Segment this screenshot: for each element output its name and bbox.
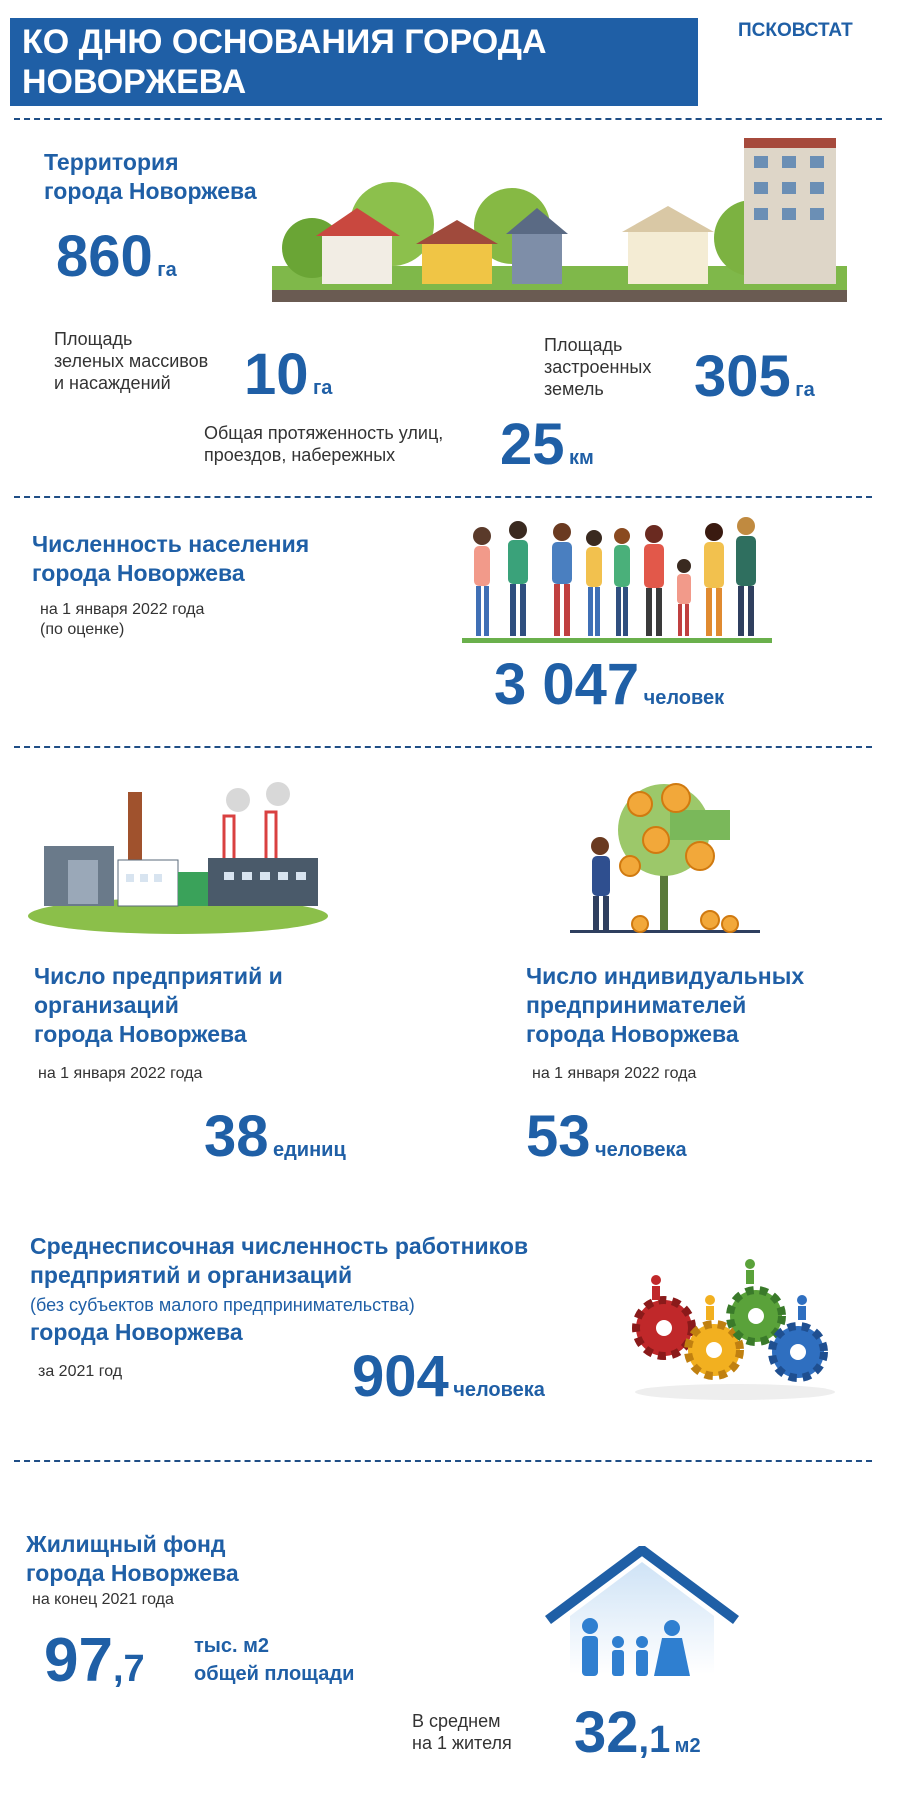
streets-unit: км <box>568 447 594 469</box>
enterprises-heading: Число предприятий и организаций города Новоржева <box>34 963 283 1047</box>
green-area-label: Площадь зеленых массивов и насаждений <box>54 329 209 393</box>
page-title-line1: КО ДНЮ ОСНОВАНИЯ ГОРОДА <box>22 23 547 61</box>
streets-label: Общая протяженность улиц, проездов, набережных <box>204 423 444 465</box>
people-illustration <box>462 514 782 644</box>
brand-logo: ПСКОВСТАТ <box>738 20 853 41</box>
avg-label: В среднем на 1 жителя <box>412 1711 512 1753</box>
housing-unit: тыс. м2 общей площади <box>194 1635 355 1685</box>
built-area-value: 305 <box>694 344 791 409</box>
housing-total <box>44 1626 145 1695</box>
factory-illustration <box>28 776 338 936</box>
divider <box>14 496 872 498</box>
built-area-unit: га <box>795 379 815 401</box>
workers-count <box>352 1344 545 1409</box>
money-tree-illustration <box>560 770 770 940</box>
divider <box>14 746 872 748</box>
workers-value: 904 <box>352 1344 449 1409</box>
entrepreneurs-count <box>526 1104 687 1169</box>
housing-value-int: 97 <box>44 1626 113 1695</box>
entrepreneurs-value: 53 <box>526 1104 591 1169</box>
housing-avg <box>574 1700 701 1765</box>
housing-heading: Жилищный фонд города Новоржева <box>26 1531 239 1586</box>
workers-date: за 2021 год <box>38 1363 123 1380</box>
population-date: на 1 января 2022 года (по оценке) <box>40 601 205 638</box>
enterprises-date: на 1 января 2022 года <box>38 1065 203 1082</box>
divider <box>14 118 882 120</box>
avg-unit: м2 <box>674 1735 701 1757</box>
entrepreneurs-unit: человека <box>594 1139 687 1161</box>
population-heading: Численность населения города Новоржева <box>32 531 310 586</box>
workers-note: (без субъектов малого предпринимательства) <box>30 1295 415 1315</box>
built-area-label: Площадь застроенных земель <box>544 335 652 399</box>
page-title-line2: НОВОРЖЕВА <box>22 63 247 101</box>
green-area-unit: га <box>312 377 333 399</box>
green-area-value: 10 <box>244 342 309 407</box>
avg-value-int: 32 <box>574 1700 639 1765</box>
green-area <box>244 342 333 407</box>
entrepreneurs-heading: Число индивидуальных предпринимателей города Новоржева <box>526 963 805 1047</box>
streets-length <box>500 412 594 477</box>
streets-value: 25 <box>500 412 565 477</box>
housing-date: на конец 2021 года <box>32 1591 174 1608</box>
population-value: 3 047 <box>494 652 640 717</box>
population-unit: человек <box>643 687 725 709</box>
workers-heading: Среднесписочная численность работников предприятий и организаций <box>30 1233 529 1288</box>
enterprises-count <box>204 1104 346 1169</box>
built-area <box>694 344 815 409</box>
houses-illustration <box>272 138 852 314</box>
territory-area-value: 860 <box>56 224 153 289</box>
workers-heading-city: города Новоржева <box>30 1319 243 1345</box>
workers-unit: человека <box>453 1379 545 1401</box>
divider <box>14 1460 872 1462</box>
enterprises-unit: единиц <box>272 1139 346 1161</box>
territory-area-unit: га <box>157 259 177 281</box>
housing-value-dec: ,7 <box>112 1648 145 1690</box>
page-title <box>10 18 698 106</box>
territory-area <box>56 224 177 289</box>
family-house-illustration <box>544 1546 740 1686</box>
entrepreneurs-date: на 1 января 2022 года <box>532 1065 697 1082</box>
gears-illustration <box>630 1252 840 1402</box>
territory-heading: Территория города Новоржева <box>44 149 257 204</box>
avg-value-dec: ,1 <box>638 1719 671 1761</box>
population-count <box>494 652 725 717</box>
enterprises-value: 38 <box>204 1104 269 1169</box>
